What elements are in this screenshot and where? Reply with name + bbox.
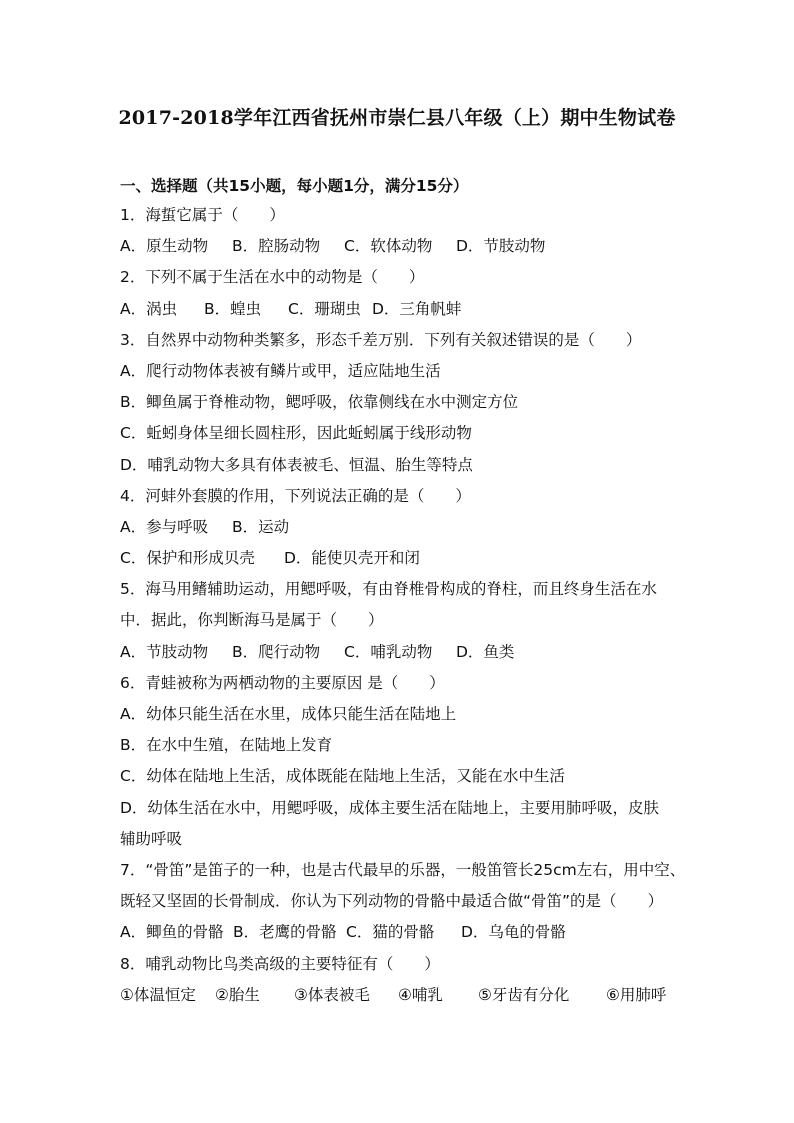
- question-4-stem: 4．河蚌外套膜的作用，下列说法正确的是（ ）: [120, 486, 471, 505]
- question-7-stem-line-2: 既轻又坚固的长骨制成．你认为下列动物的骨骼中最适合做“骨笛”的是（ ）: [120, 892, 664, 911]
- choice-2: ②胎生: [215, 985, 260, 1004]
- option-c: C．珊瑚虫: [288, 299, 361, 318]
- question-6-option-c: C．幼体在陆地上生活，成体既能在陆地上生活，又能在水中生活: [120, 767, 565, 786]
- question-3-option-c: C．蚯蚓身体呈细长圆柱形，因此蚯蚓属于线形动物: [120, 424, 472, 443]
- question-6-stem: 6．青蛙被称为两栖动物的主要原因 是（ ）: [120, 673, 445, 692]
- question-5-stem-line-1: 5．海马用鳍辅助运动，用鳃呼吸，有由脊椎骨构成的脊柱，而且终身生活在水: [120, 580, 657, 599]
- question-6-option-a: A．幼体只能生活在水里，成体只能生活在陆地上: [120, 705, 457, 723]
- question-8-choices: [120, 984, 680, 1015]
- question-3-option-b: B．鲫鱼属于脊椎动物，鳃呼吸，依靠侧线在水中测定方位: [120, 393, 519, 412]
- question-7-stem-line-1: 7．“骨笛”是笛子的一种，也是古代最早的乐器，一般笛管长25cm左右，用中空、: [120, 860, 686, 879]
- option-b: B．爬行动物: [232, 642, 321, 661]
- question-list: [120, 204, 686, 1015]
- choice-5: ⑤牙齿有分化: [478, 985, 570, 1004]
- option-c: C．哺乳动物: [344, 642, 433, 661]
- option-a: A．涡虫: [120, 299, 178, 318]
- choice-6: ⑥用肺呼: [606, 985, 667, 1004]
- question-3-option-a: A．爬行动物体表被有鳞片或甲，适应陆地生活: [120, 361, 441, 380]
- section-heading: 一、选择题（共15小题，每小题1分，满分15分）: [120, 177, 469, 195]
- question-6-option-d-line-1: D．幼体生活在水中，用鳃呼吸，成体主要生活在陆地上，主要用肺呼吸，皮肤: [120, 798, 659, 817]
- choice-1: ①体温恒定: [120, 985, 196, 1004]
- option-c: C．软体动物: [344, 237, 433, 256]
- question-3-stem: 3．自然界中动物种类繁多，形态千差万别．下列有关叙述错误的是（ ）: [120, 330, 642, 349]
- question-2-stem: 2．下列不属于生活在水中的动物是（ ）: [120, 268, 425, 287]
- choice-4: ④哺乳: [398, 985, 443, 1004]
- question-5-options: [120, 641, 680, 672]
- question-8-stem: 8．哺乳动物比鸟类高级的主要特征有（ ）: [120, 954, 440, 973]
- option-a: A．节肢动物: [120, 642, 209, 661]
- option-b: B．腔肠动物: [232, 237, 321, 256]
- question-4-options-ab: [120, 516, 680, 547]
- option-a: A．参与呼吸: [120, 517, 209, 536]
- choice-3: ③体表被毛: [294, 985, 370, 1004]
- option-d: D．节肢动物: [456, 237, 546, 256]
- question-6-option-b: B．在水中生殖，在陆地上发育: [120, 736, 333, 755]
- question-6-option-d-line-2: 辅助呼吸: [120, 829, 183, 848]
- option-b: B．蝗虫: [204, 299, 262, 318]
- option-c: C．保护和形成贝壳: [120, 549, 255, 568]
- question-1-stem: 1．海蜇它属于（ ）: [120, 206, 285, 224]
- option-d: D．能使贝壳开和闭: [284, 549, 420, 568]
- question-4-options-cd: [120, 547, 680, 578]
- option-d: D．三角帆蚌: [372, 299, 462, 318]
- question-1-options: [120, 235, 680, 266]
- question-5-stem-line-2: 中．据此，你判断海马是属于（ ）: [120, 611, 384, 630]
- option-b: B．老鹰的骨骼: [233, 923, 337, 942]
- option-a: A．鲫鱼的骨骼: [120, 923, 224, 942]
- option-d: D．乌龟的骨骼: [461, 923, 566, 942]
- option-c: C．猫的骨骼: [346, 923, 435, 942]
- exam-title: 2017-2018学年江西省抚州市崇仁县八年级（上）期中生物试卷: [118, 107, 676, 129]
- question-7-options: [120, 921, 680, 952]
- option-d: D．鱼类: [456, 642, 515, 661]
- option-a: A．原生动物: [120, 237, 209, 256]
- question-3-option-d: D．哺乳动物大多具有体表被毛、恒温、胎生等特点: [120, 455, 473, 474]
- question-2-options: [120, 298, 680, 329]
- option-b: B．运动: [232, 517, 290, 536]
